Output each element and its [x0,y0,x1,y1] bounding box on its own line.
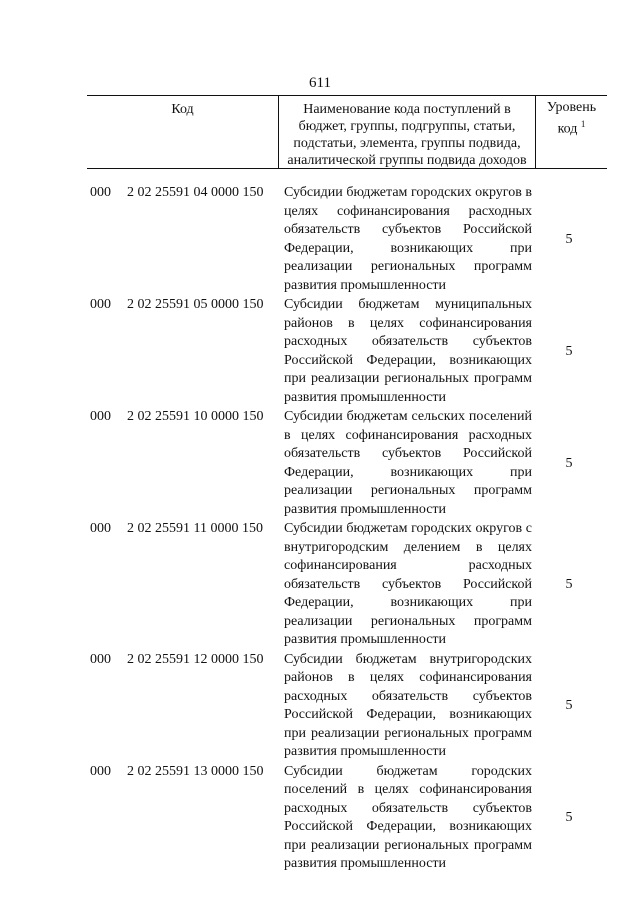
row-level: 5 [565,810,573,825]
row-name: Субсидии бюджетам городских поселений в целях софинансирования расходных обязательств субъектов Российской Федерации, возникающих при реализации региональных программ развития промышленности [284,763,532,871]
row-prefix: 000 [90,409,111,424]
row-code: 2 02 25591 13 0000 150 [127,763,264,779]
header-level-label: Уровень код [546,100,597,137]
row-name: Субсидии бюджетам городских округов с внутригородским делением в целях софинансирования расходных обязательств субъектов Российской Федерации, возникающих при реализации региональных программ развития промышленности [284,521,532,647]
row-name: Субсидии бюджетам муниципальных районов в целях софинансирования расходных обязательств субъектов Российской Федерации, возникающих при реализации региональных программ развития промышленности [284,297,532,405]
table-row [87,296,607,407]
table-header [87,95,607,169]
row-level: 5 [565,231,573,247]
row-code: 2 02 25591 10 0000 150 [127,409,264,424]
row-name: Субсидии бюджетам внутригородских районов в целях софинансирования расходных обязательств субъектов Российской Федерации, возникающих при реализации региональных программ развития промышленности [284,651,532,759]
row-code: 2 02 25591 04 0000 150 [127,185,264,200]
header-level-footnote: 1 [580,119,586,129]
row-name: Субсидии бюджетам городских округов в целях софинансирования расходных обязательств субъектов Российской Федерации, возникающих при реализации региональных программ развития промышленности [284,185,532,293]
table-row [87,184,607,295]
table-row [87,651,607,762]
header-name: Наименование кода поступлений в бюджет, группы, подгруппы, статьи, подстатьи, элемента, группы подвида, аналитической группы подвида доходов [287,102,527,168]
table-row [87,408,607,519]
row-level: 5 [565,343,573,359]
row-level: 5 [565,698,573,713]
row-prefix: 000 [90,297,111,312]
table-body [87,184,607,875]
row-code: 2 02 25591 05 0000 150 [127,297,264,312]
row-code: 2 02 25591 12 0000 150 [127,651,264,667]
row-prefix: 000 [90,185,111,200]
row-name: Субсидии бюджетам сельских поселений в целях софинансирования расходных обязательств субъектов Российской Федерации, возникающих при реализации региональных программ развития промышленности [284,409,532,517]
row-prefix: 000 [90,763,111,779]
header-code: Код [171,102,194,117]
row-level: 5 [565,455,573,471]
header-level [536,99,607,138]
row-code: 2 02 25591 11 0000 150 [127,521,263,536]
row-level: 5 [565,576,573,592]
row-prefix: 000 [90,651,111,667]
table-row [87,520,607,650]
row-prefix: 000 [90,521,111,536]
page-number: 611 [309,75,331,91]
table-row [87,763,607,874]
